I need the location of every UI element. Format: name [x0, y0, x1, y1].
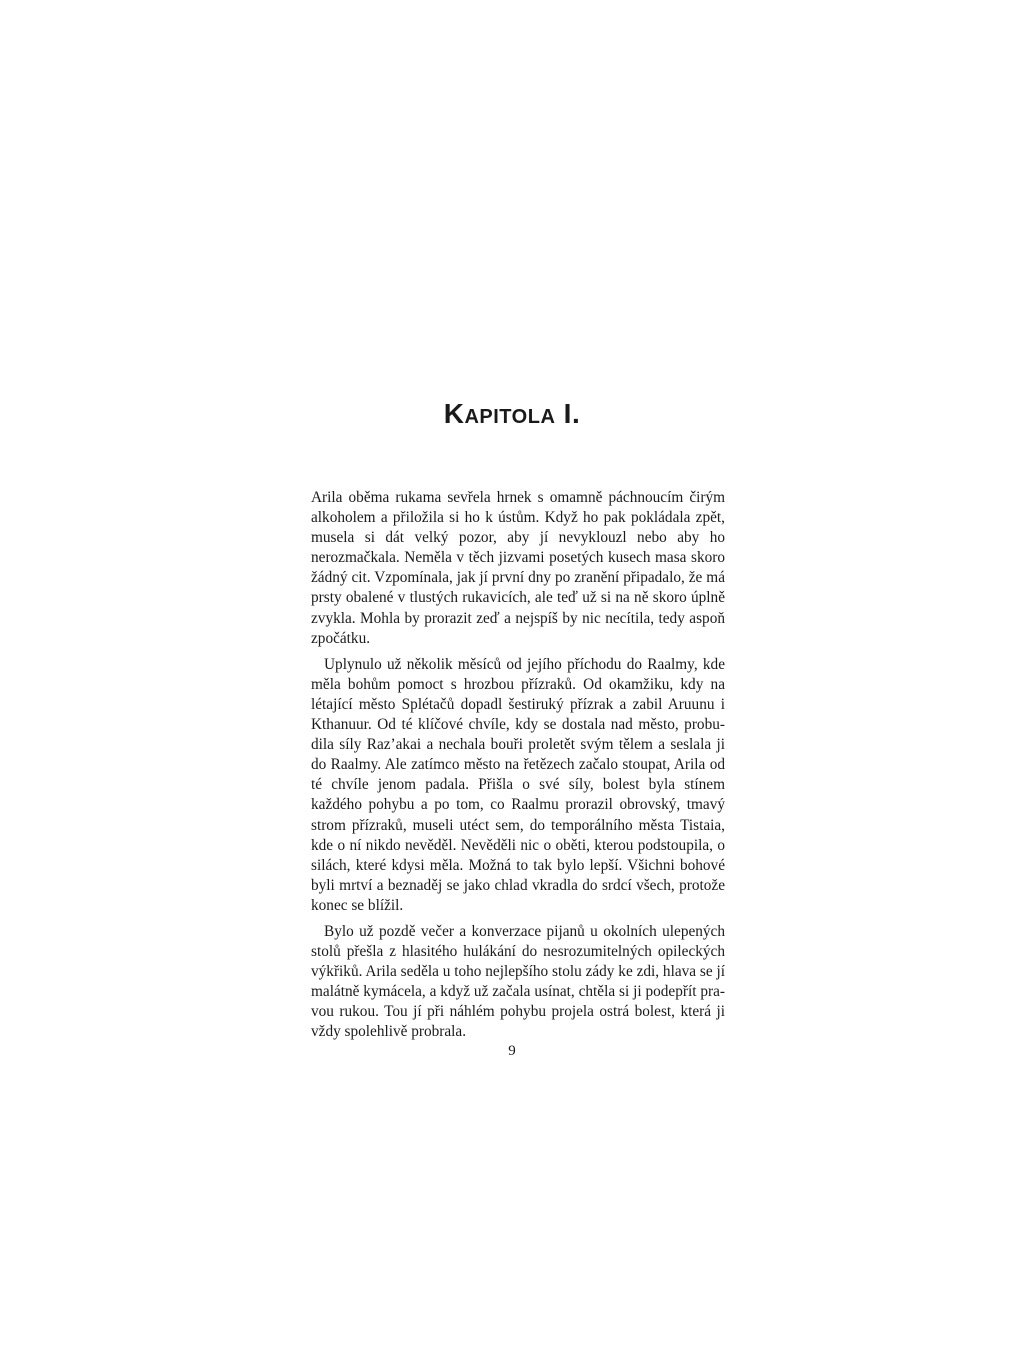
paragraph: Bylo už pozdě večer a konverzace pijanů u okolních ulepených stolů přešla z hlasitého hulákání do nesrozumitelných opileckých výkřiků. Arila seděla u toho nejlepšího stolu zády ke zdi, hlava se jí malátně kymácela, a když už začala usínat, chtěla si ji podepřít pravou rukou. Tou jí při náhlém pohybu projela ostrá bolest, která ji vždy spolehlivě probrala.	[311, 922, 725, 1041]
paragraph: Arila oběma rukama sevřela hrnek s omamně páchnoucím čirým alkoholem a přiložila si ho k ústům. Když ho pak pokládala zpět, musela si dát velký pozor, aby jí nevyklouzl nebo aby ho nerozmačkala. Neměla v těch jizvami posetých kusech masa skoro žádný cit. Vzpomínala, jak jí první dny po zranění připadalo, že má prsty obalené v tlustých rukavicích, ale teď už si na ně skoro úplně zvykla. Mohla by prorazit zeď a nejspíš by nic necítila, tedy aspoň zpočátku.	[311, 489, 725, 647]
chapter-body	[311, 488, 725, 1049]
page-number: 9	[508, 1043, 516, 1059]
chapter-title: Kapitola I.	[443, 398, 581, 429]
paragraph: Uplynulo už několik měsíců od jejího příchodu do Raalmy, kde měla bohům pomoct s hrozbou přízraků. Od okamžiku, kdy na létající město Splétačů dopadl šestiruký přízrak a zabil Aruunu i Kthanuur. Od té klíčové chvíle, kdy se dostala nad město, probudila síly Raz’akai a nechala bouři proletět svým tělem a seslala ji do Raalmy. Ale zatímco město na řetězech začalo stoupat, Arila od té chvíle jenom padala. Přišla o své síly, bolest byla stínem každého pohybu a po tom, co Raalmu prorazil obrovský, tmavý strom přízraků, museli utéct sem, do temporálního města Tistaia, kde o ní nikdo nevěděl. Nevěděli nic o oběti, kterou podstoupila, o silách, které kdysi měla. Možná to tak bylo lepší. Všichni bohové byli mrtví a beznaděj se jako chlad vkradla do srdcí všech, protože konec se blížil.	[311, 655, 725, 914]
